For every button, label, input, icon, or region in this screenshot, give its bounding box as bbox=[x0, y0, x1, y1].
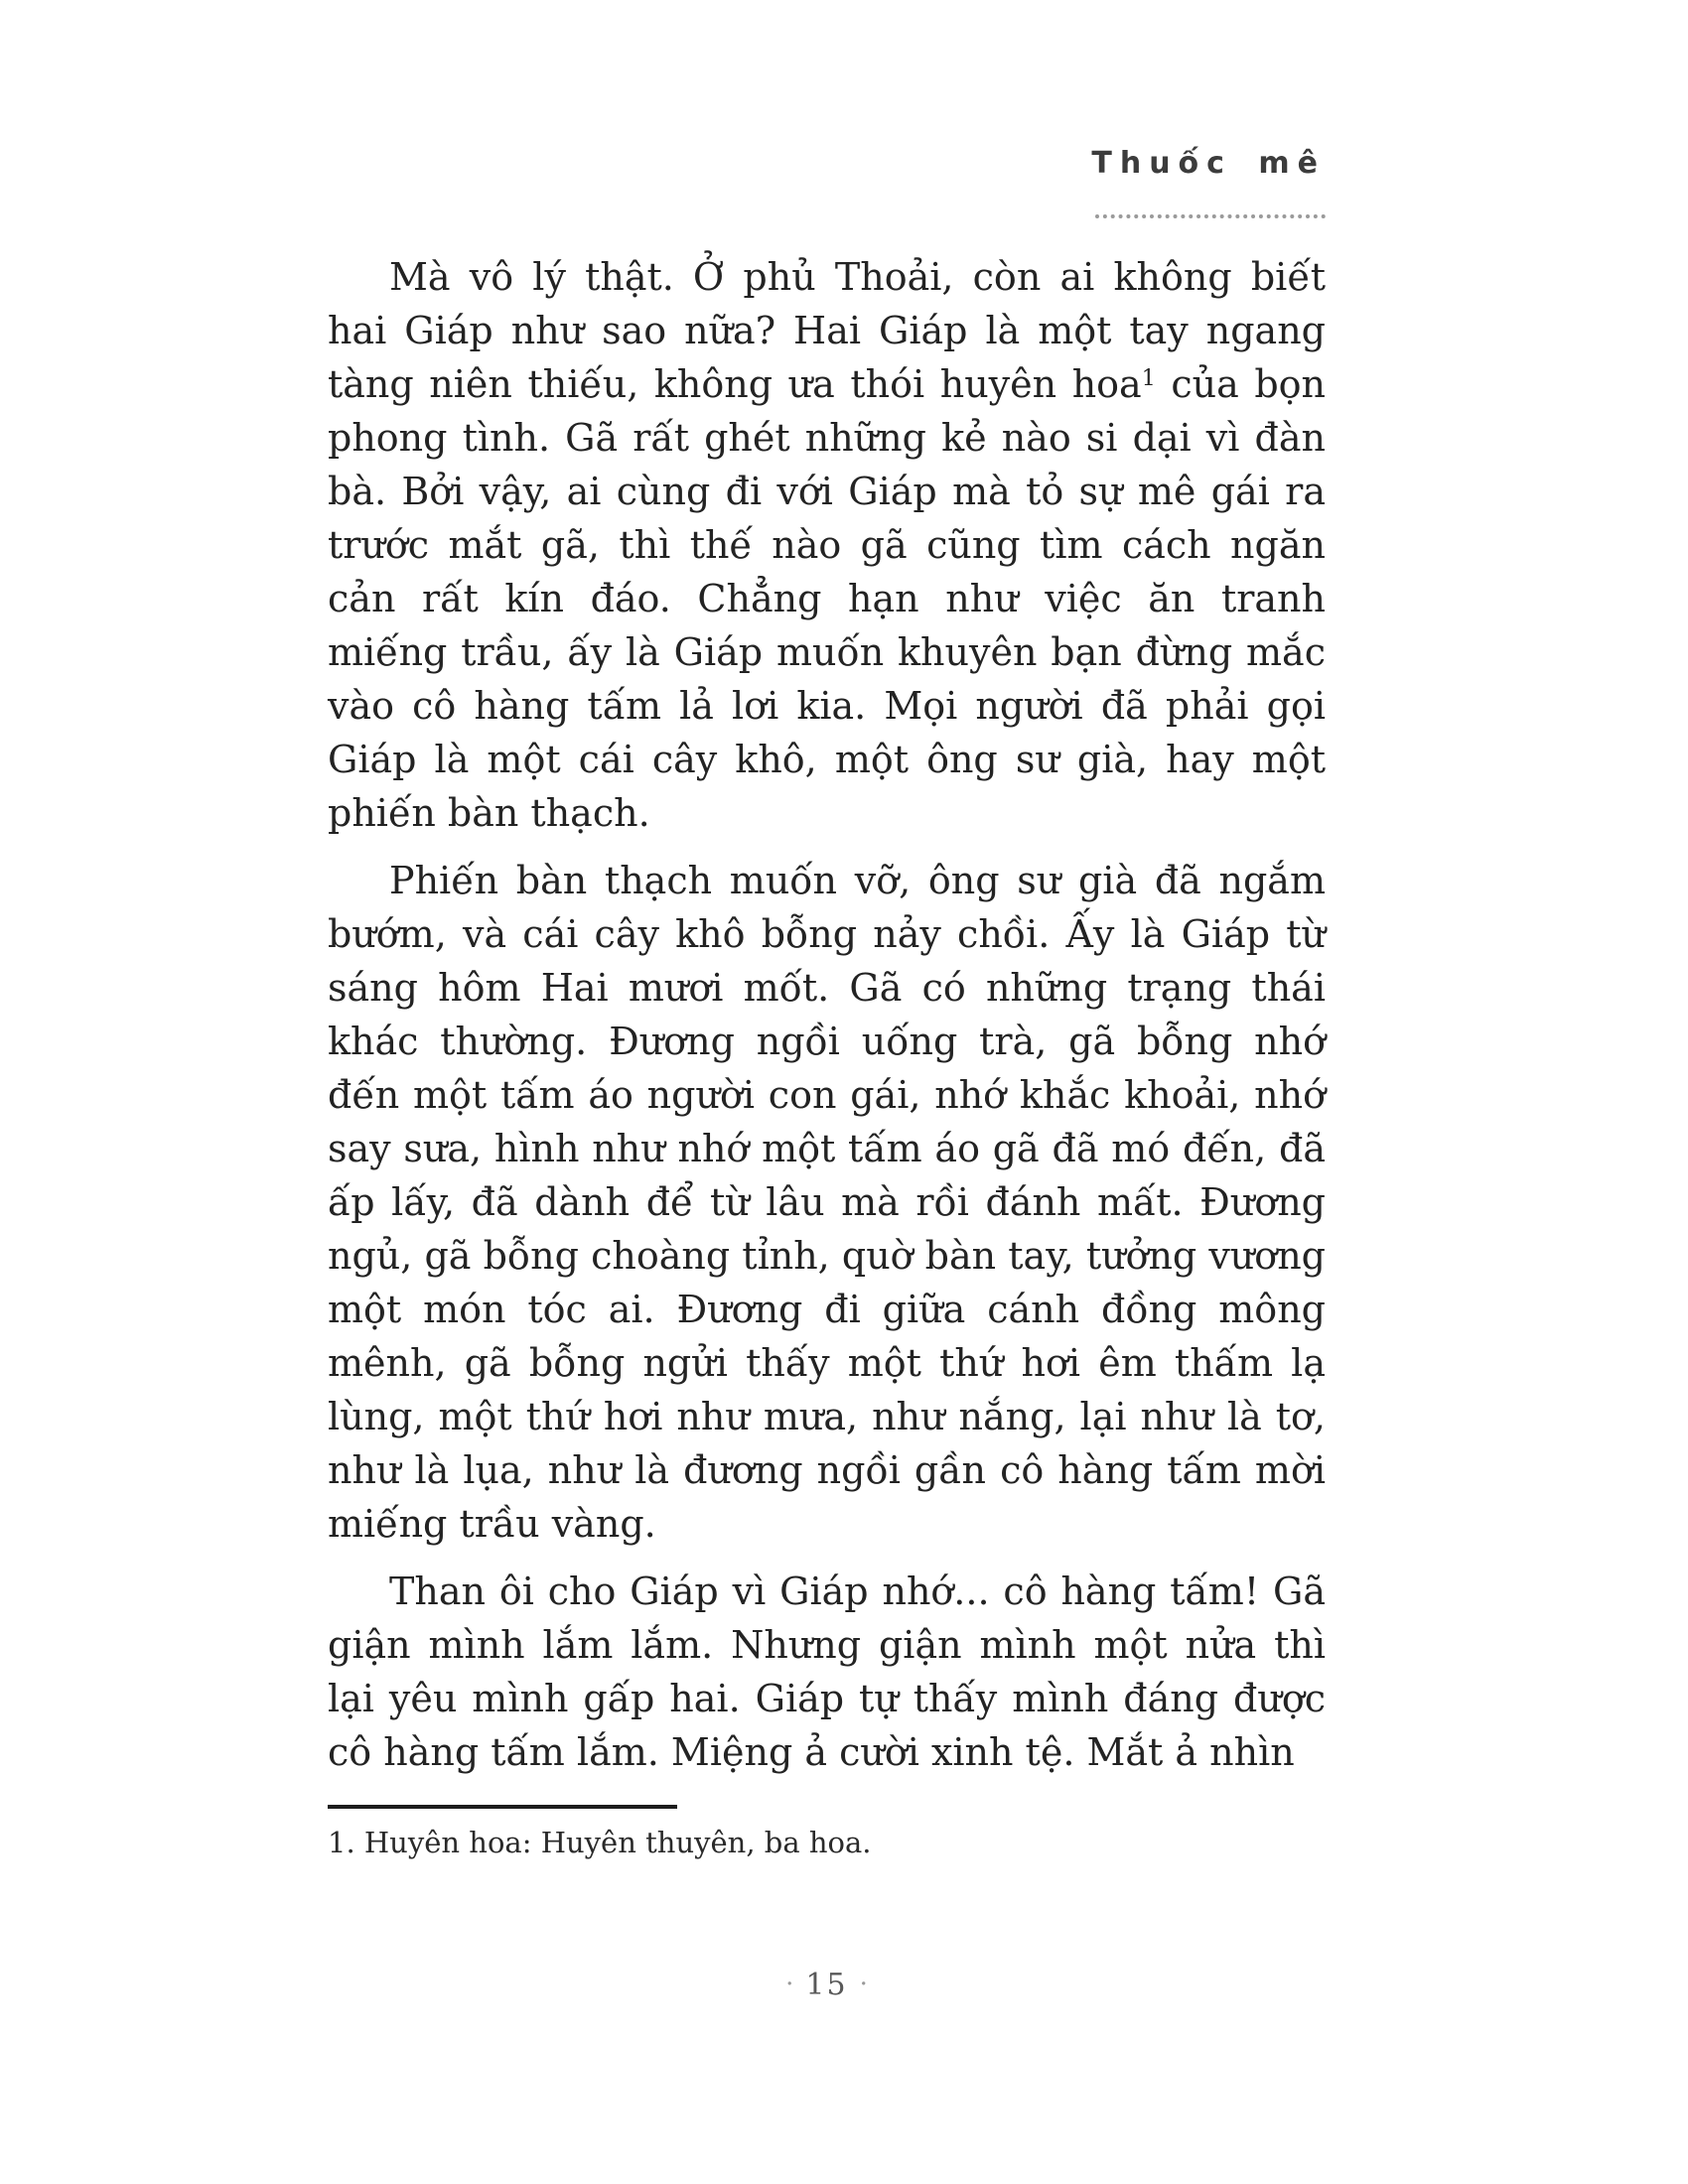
paragraph-3: Than ôi cho Giáp vì Giáp nhớ... cô hàng tấm! Gã giận mình lắm lắm. Nhưng giận mình một nửa thì lại yêu mình gấp hai. Giáp tự thấy mình đáng được cô hàng tấm lắm. Miệng ả cười xinh tệ. Mắt ả nhìn bbox=[328, 1570, 1326, 1774]
footnote-text: 1. Huyên hoa: Huyên thuyên, ba hoa. bbox=[328, 1826, 872, 1859]
footnote-reference-1: 1 bbox=[1141, 365, 1156, 391]
page-number bbox=[328, 1968, 1326, 2002]
page-number-value: 15 bbox=[805, 1968, 848, 2002]
paragraph-1 bbox=[328, 250, 1326, 840]
running-header bbox=[328, 147, 1326, 222]
page-number-dot-left: · bbox=[785, 1970, 794, 1999]
paragraph-1-text: Mà vô lý thật. Ở phủ Thoải, còn ai không biết hai Giáp như sao nữa? Hai Giáp là một tay ngang tàng niên thiếu, không ưa thói huyên hoa bbox=[328, 255, 1326, 406]
running-header-title: Thuốc mê bbox=[1091, 146, 1326, 181]
footnote-block bbox=[328, 1805, 1326, 1862]
page-body bbox=[328, 250, 1326, 1862]
paragraph-1-text-continued: của bọn phong tình. Gã rất ghét những kẻ nào si dại vì đàn bà. Bởi vậy, ai cùng đi với Giáp mà tỏ sự mê gái ra trước mắt gã, thì thế nào gã cũng tìm cách ngăn cản rất kín đáo. Chẳng hạn như việc ăn tranh miếng trầu, ấy là Giáp muốn khuyên bạn đừng mắc vào cô hàng tấm lả lơi kia. Mọi người đã phải gọi Giáp là một cái cây khô, một ông sư già, hay một phiến bàn thạch. bbox=[328, 362, 1326, 835]
footnote-separator-rule bbox=[328, 1805, 677, 1809]
header-dotted-rule bbox=[1095, 208, 1326, 218]
paragraph-2: Phiến bàn thạch muốn vỡ, ông sư già đã ngắm bướm, và cái cây khô bỗng nảy chồi. Ấy là Giáp từ sáng hôm Hai mươi mốt. Gã có những trạng thái khác thường. Đương ngồi uống trà, gã bỗng nhớ đến một tấm áo người con gái, nhớ khắc khoải, nhớ say sưa, hình như nhớ một tấm áo gã đã mó đến, đã ấp lấy, đã dành để từ lâu mà rồi đánh mất. Đương ngủ, gã bỗng choàng tỉnh, quờ bàn tay, tưởng vương một món tóc ai. Đương đi giữa cánh đồng mông mênh, gã bỗng ngửi thấy một thứ hơi êm thấm lạ lùng, một thứ hơi như mưa, như nắng, lại như là tơ, như là lụa, như là đương ngồi gần cô hàng tấm mời miếng trầu vàng. bbox=[328, 859, 1326, 1546]
page-number-dot-right: · bbox=[859, 1970, 868, 1999]
